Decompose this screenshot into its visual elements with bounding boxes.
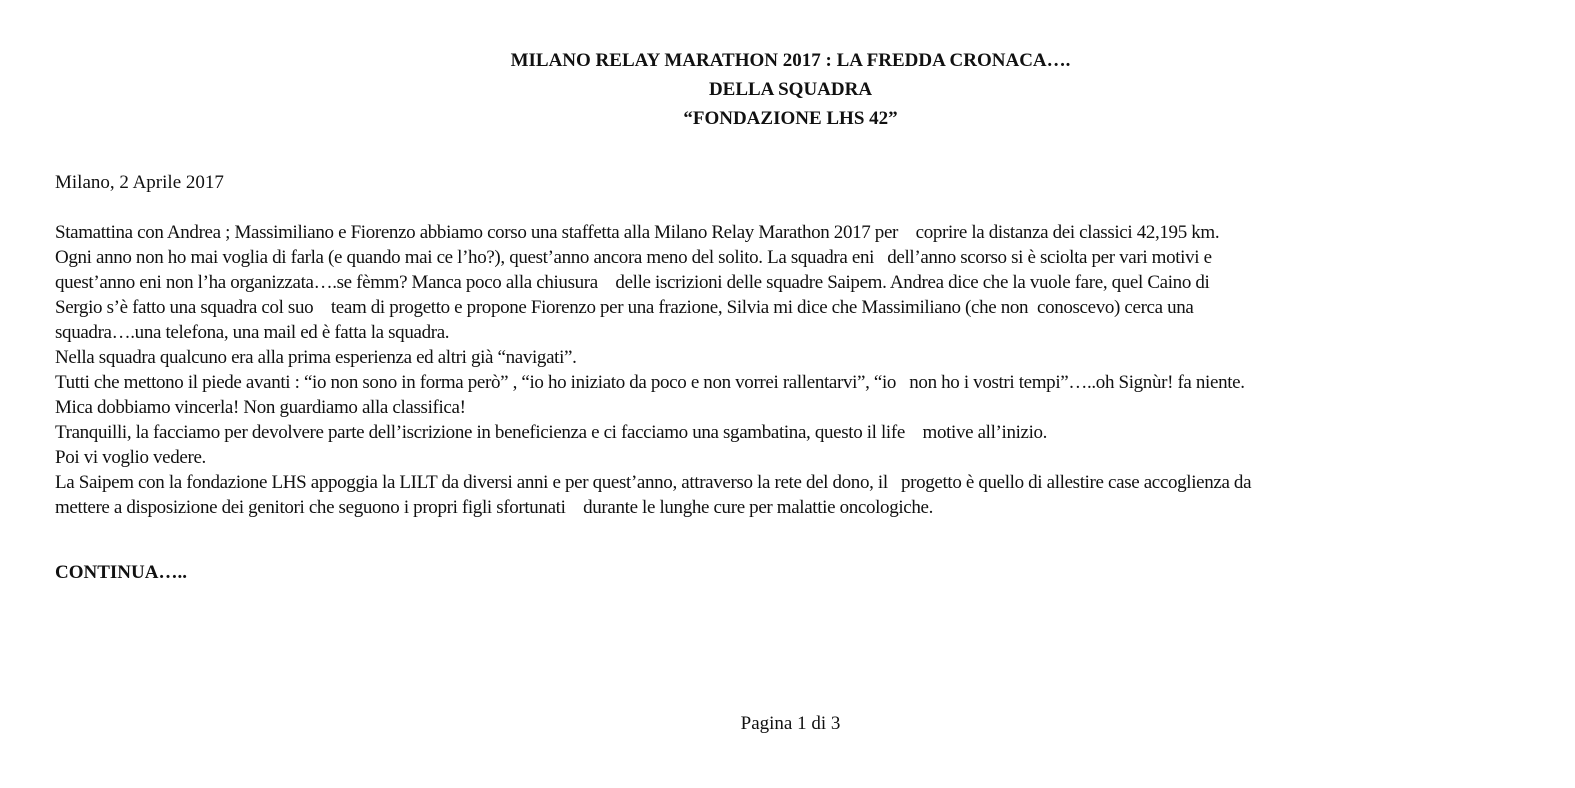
document-title bbox=[0, 46, 1575, 133]
body-line: Ogni anno non ho mai voglia di farla (e quando mai ce l’ho?), quest’anno ancora meno del solito. La squadra eni dell’anno scorso si è sciolta per vari motivi e bbox=[55, 247, 1212, 268]
page-number-footer: Pagina 1 di 3 bbox=[740, 713, 841, 734]
body-text bbox=[55, 220, 1251, 520]
body-line: Mica dobbiamo vincerla! Non guardiamo alla classifica! bbox=[55, 397, 466, 418]
body-line: Poi vi voglio vedere. bbox=[55, 447, 206, 468]
body-line: Stamattina con Andrea ; Massimiliano e Fiorenzo abbiamo corso una staffetta alla Milano Relay Marathon 2017 per coprire la distanza dei classici 42,195 km. bbox=[55, 222, 1220, 243]
body-line: La Saipem con la fondazione LHS appoggia la LILT da diversi anni e per quest’anno, attraverso la rete del dono, il progetto è quello di allestire case accoglienza da bbox=[55, 472, 1252, 493]
title-line-2: DELLA SQUADRA bbox=[708, 79, 873, 100]
body-line: Nella squadra qualcuno era alla prima esperienza ed altri già “navigati”. bbox=[55, 347, 577, 368]
title-line-3: “FONDAZIONE LHS 42” bbox=[683, 108, 898, 129]
body-line: Tranquilli, la facciamo per devolvere parte dell’iscrizione in beneficienza e ci facciamo una sgambatina, questo il life motive all’inizio. bbox=[55, 422, 1048, 443]
body-line: Tutti che mettono il piede avanti : “io non sono in forma però” , “io ho iniziato da poco e non vorrei rallentarvi”, “io non ho i vostri tempi”…..oh Signùr! fa niente. bbox=[55, 372, 1245, 393]
date-line: Milano, 2 Aprile 2017 bbox=[55, 172, 224, 193]
title-line-1: MILANO RELAY MARATHON 2017 : LA FREDDA CRONACA…. bbox=[510, 50, 1071, 71]
body-line: mettere a disposizione dei genitori che seguono i propri figli sfortunati durante le lunghe cure per malattie oncologiche. bbox=[55, 497, 933, 518]
continua-label: CONTINUA….. bbox=[55, 562, 187, 583]
body-line: Sergio s’è fatto una squadra col suo team di progetto e propone Fiorenzo per una frazione, Silvia mi dice che Massimiliano (che non conoscevo) cerca una bbox=[55, 297, 1194, 318]
body-line: squadra….una telefona, una mail ed è fatta la squadra. bbox=[55, 322, 450, 343]
body-line: quest’anno eni non l’ha organizzata….se fèmm? Manca poco alla chiusura delle iscrizioni delle squadre Saipem. Andrea dice che la vuole fare, quel Caino di bbox=[55, 272, 1210, 293]
